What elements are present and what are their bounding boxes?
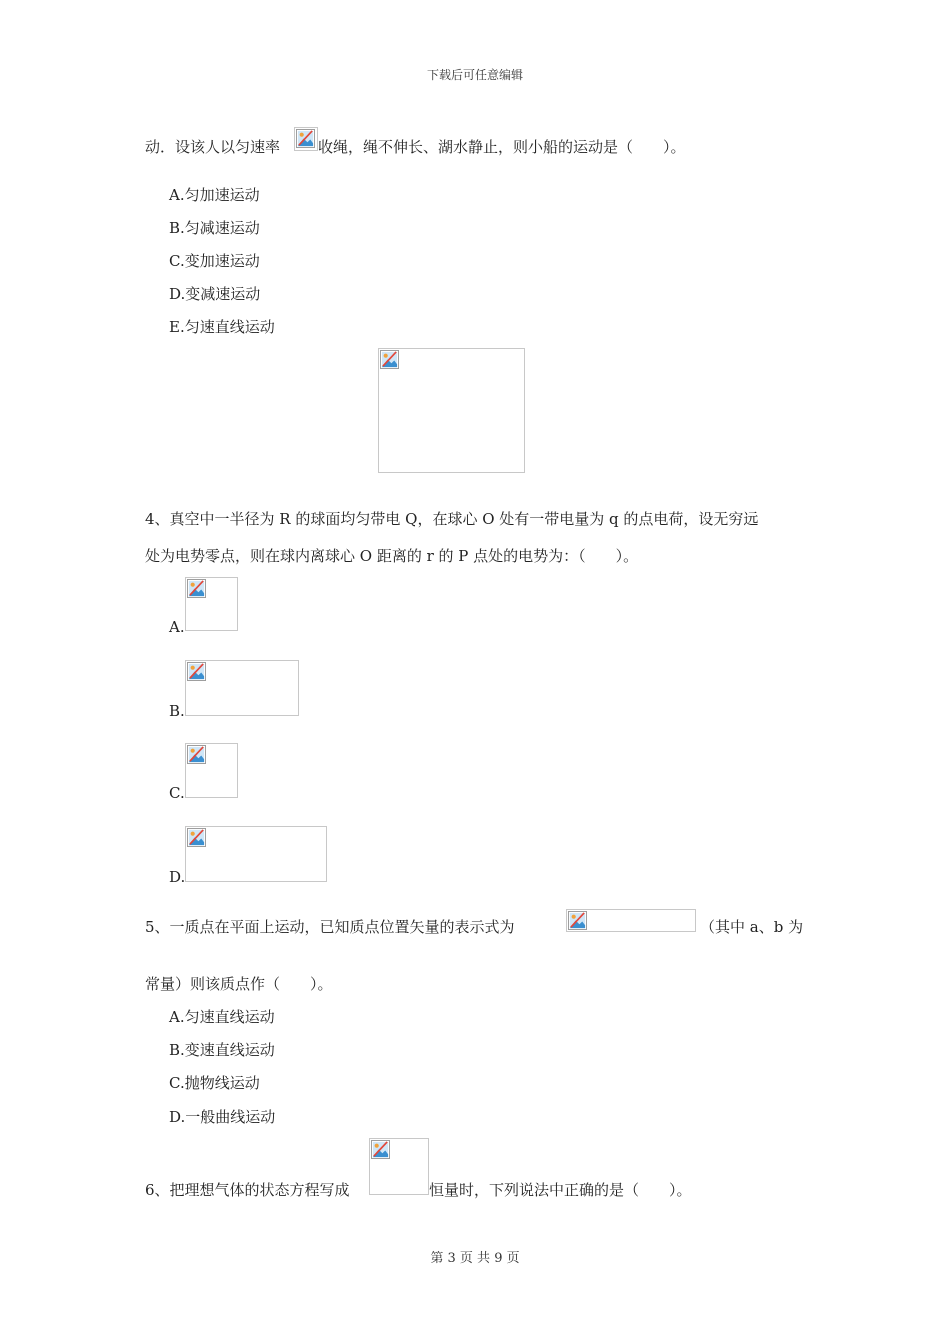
q4-option-c-label: C.: [169, 784, 185, 802]
formula-image: [566, 909, 696, 932]
broken-image-icon: [296, 129, 315, 148]
q4-option-c-image: [185, 743, 238, 798]
broken-image-icon: [371, 1140, 390, 1159]
q5-option-a: A.匀速直线运动: [169, 1008, 275, 1026]
q5-option-c: C.抛物线运动: [169, 1074, 260, 1092]
q4-option-b-image: [185, 660, 299, 716]
q5-text-line2: 常量）则该质点作（ ）。: [145, 975, 333, 993]
broken-image-icon: [187, 745, 206, 764]
formula-image: [294, 127, 318, 151]
q4-text-line2: 处为电势零点，则在球内离球心 O 距离的 r 的 P 点处的电势为：（ ）。: [145, 547, 639, 565]
broken-image-icon: [380, 350, 399, 369]
q6-text-after-image: 恒量时，下列说法中正确的是（ ）。: [429, 1181, 692, 1199]
broken-image-icon: [187, 828, 206, 847]
q5-option-d: D.一般曲线运动: [169, 1108, 276, 1126]
broken-image-icon: [187, 579, 206, 598]
q3-option-c: C.变加速运动: [169, 252, 260, 270]
q3-option-d: D.变减速运动: [169, 285, 261, 303]
page-footer: 第 3 页 共 9 页: [430, 1251, 520, 1266]
broken-image-icon: [568, 911, 587, 930]
q3-option-a: A.匀加速运动: [169, 186, 260, 204]
broken-image-icon: [187, 662, 206, 681]
q4-option-d-label: D.: [169, 868, 186, 886]
figure-image: [378, 348, 525, 473]
q4-option-b-label: B.: [169, 702, 185, 720]
q4-text-line1: 4、真空中一半径为 R 的球面均匀带电 Q，在球心 O 处有一带电量为 q 的点电荷，设无穷远: [145, 510, 759, 528]
q4-option-a-label: A.: [169, 618, 185, 636]
q5-text-after-image: （其中 a、b 为: [700, 918, 804, 936]
q5-option-b: B.变速直线运动: [169, 1041, 275, 1059]
formula-image: [369, 1138, 429, 1195]
q3-text-before-image: 动．设该人以匀速率: [145, 138, 281, 156]
q3-option-e: E.匀速直线运动: [169, 318, 275, 336]
q3-text-after-image: 收绳，绳不伸长、湖水静止，则小船的运动是（ ）。: [318, 138, 686, 156]
page-header: 下载后可任意编辑: [426, 68, 523, 82]
q6-text-before-image: 6、把理想气体的状态方程写成: [145, 1181, 350, 1199]
q4-option-d-image: [185, 826, 327, 882]
q3-option-b: B.匀减速运动: [169, 219, 260, 237]
q5-text-before-image: 5、一质点在平面上运动，已知质点位置矢量的表示式为: [145, 918, 515, 936]
q4-option-a-image: [185, 577, 238, 631]
